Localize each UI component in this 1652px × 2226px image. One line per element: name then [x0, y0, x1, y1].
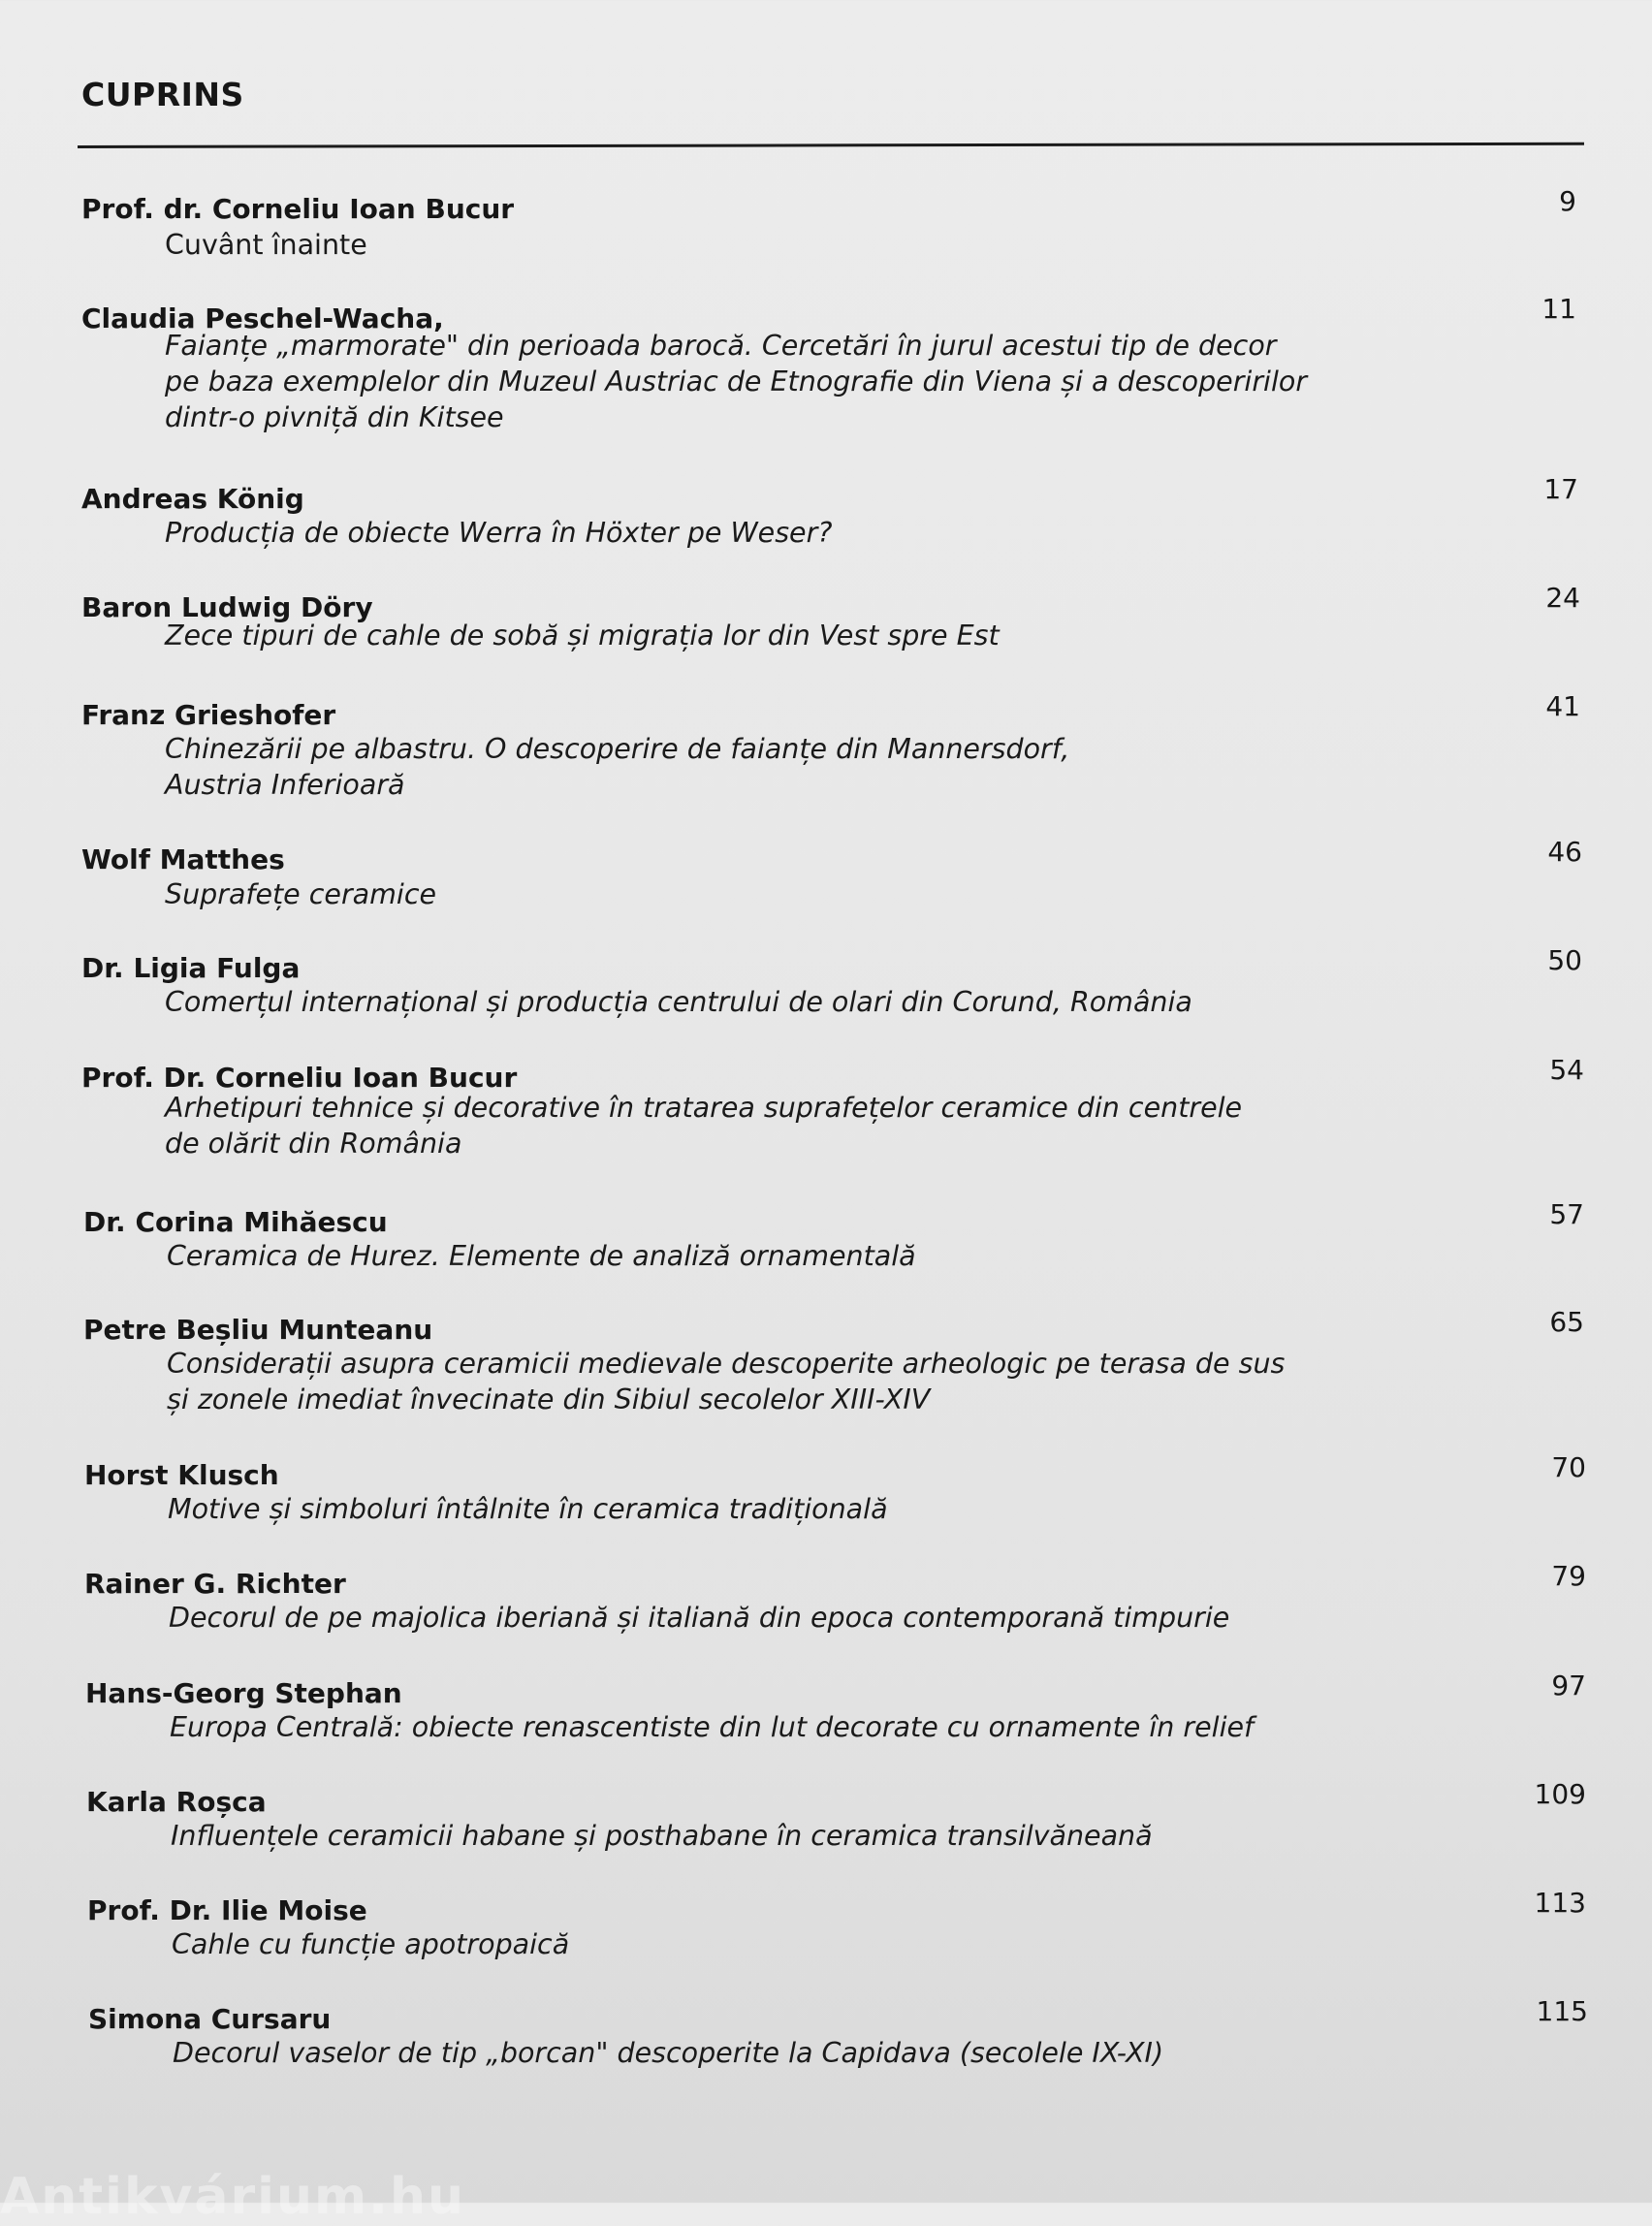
entry-page-number: 109 [1534, 1778, 1586, 1810]
entry-author: Simona Cursaru [88, 2003, 332, 2035]
entry-page-number: 24 [1545, 582, 1580, 614]
entry-title: Faianțe „marmorate" din perioada barocă. Cercetări în jurul acestui tip de decor pe baza exemplelor din Muzeul Austriac de Etnografie din Viena și a descoperirilor dintr-o pivniță din Kitsee [165, 330, 1308, 433]
entry-page-number: 54 [1549, 1054, 1584, 1086]
entry-page-number: 113 [1534, 1887, 1586, 1919]
entry-page-number: 11 [1541, 293, 1576, 325]
entry-author: Prof. Dr. Corneliu Ioan Bucur [81, 1062, 518, 1094]
entry-title: Producția de obiecte Werra în Höxter pe Weser? [165, 517, 833, 549]
entry-page-number: 97 [1551, 1670, 1586, 1701]
entry-page-number: 9 [1559, 185, 1576, 217]
entry-author: Wolf Matthes [81, 843, 285, 875]
entry-author: Hans-Georg Stephan [85, 1677, 402, 1709]
entry-author: Dr. Ligia Fulga [81, 952, 301, 984]
entry-author: Andreas König [81, 483, 304, 515]
watermark: Antikvárium.hu [0, 2168, 465, 2226]
entry-author: Petre Beșliu Munteanu [83, 1314, 433, 1346]
entry-page-number: 46 [1547, 836, 1582, 868]
entry-title: Chinezării pe albastru. O descoperire de faianțe din Mannersdorf, Austria Inferioară [165, 733, 1070, 801]
entry-title: Decorul de pe majolica iberiană și italiană din epoca contemporană timpurie [169, 1602, 1230, 1634]
entry-author: Dr. Corina Mihăescu [83, 1206, 388, 1238]
entry-author: Prof. Dr. Ilie Moise [87, 1894, 367, 1926]
entry-title: Suprafețe ceramice [165, 878, 437, 910]
entry-title: Europa Centrală: obiecte renascentiste din lut decorate cu ornamente în relief [170, 1711, 1255, 1743]
entry-author: Karla Roșca [86, 1786, 267, 1818]
entry-page-number: 70 [1551, 1451, 1586, 1483]
entry-title: Zece tipuri de cahle de sobă și migrația lor din Vest spre Est [165, 620, 1000, 652]
entry-title: Arhetipuri tehnice și decorative în tratarea suprafețelor ceramice din centrele de olărit din România [165, 1092, 1243, 1160]
entry-author: Horst Klusch [84, 1459, 279, 1491]
entry-page-number: 50 [1547, 944, 1582, 976]
entry-author: Franz Grieshofer [81, 699, 336, 731]
entry-title: Considerații asupra ceramicii medievale descoperite arheologic pe terasa de sus și zonele imediat învecinate din Sibiul secolelor XIII-XIV [167, 1348, 1286, 1415]
entry-page-number: 57 [1549, 1198, 1584, 1230]
entry-author: Baron Ludwig Döry [81, 591, 373, 623]
entry-title: Ceramica de Hurez. Elemente de analiză ornamentală [167, 1240, 916, 1272]
page-title: CUPRINS [81, 76, 244, 113]
entry-page-number: 17 [1543, 473, 1578, 505]
entry-title: Cahle cu funcție apotropaică [172, 1928, 570, 1960]
entry-author: Claudia Peschel-Wacha, [81, 302, 444, 334]
entry-title: Influențele ceramicii habane și posthabane în ceramica transilvăneană [171, 1820, 1153, 1852]
entry-author: Prof. dr. Corneliu Ioan Bucur [81, 193, 515, 225]
entry-page-number: 65 [1549, 1306, 1584, 1338]
entry-title: Decorul vaselor de tip „borcan" descoperite la Capidava (secolele IX-XI) [173, 2037, 1164, 2069]
entry-author: Rainer G. Richter [84, 1568, 346, 1600]
entry-title: Cuvânt înainte [165, 229, 367, 261]
entry-page-number: 79 [1551, 1560, 1586, 1592]
entry-title: Comerțul internațional și producția centrului de olari din Corund, România [165, 986, 1192, 1018]
entry-page-number: 41 [1545, 690, 1580, 722]
entry-title: Motive și simboluri întâlnite în ceramica tradițională [168, 1493, 888, 1525]
entry-page-number: 115 [1536, 1995, 1588, 2027]
